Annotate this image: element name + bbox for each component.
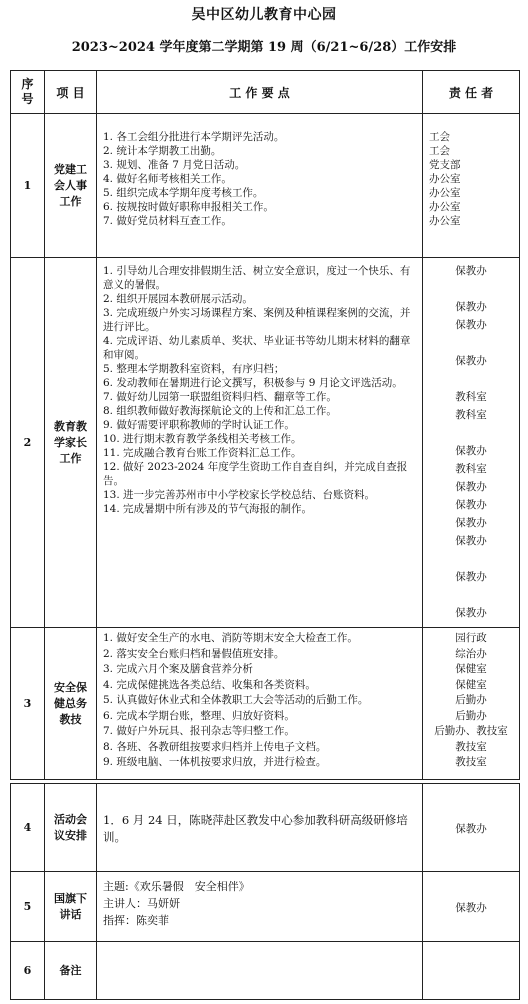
col-header-no: 序号 [11,71,45,114]
section-row-5 [11,872,520,942]
schedule-subtitle: 2023~2024 学年度第二学期第 19 周（6/21~6/28）工作安排 [71,40,457,55]
task-item: 4. 完成评语、幼儿素质单、奖状、毕业证书等幼儿期末材料的翻章和审阅。 [103,335,411,361]
resp-item: 后勤办 [455,694,487,706]
task-item: 7. 做好户外玩具、报刊杂志等归整工作。 [103,725,295,737]
task-item: 指挥：陈奕菲 [103,914,169,927]
section-resp [423,628,520,780]
section-row-2 [11,258,520,628]
task-item: 3. 完成六月个案及膳食营养分析 [103,663,253,675]
task-item: 4. 做好名师考核相关工作。 [103,173,232,185]
task-item: 14. 完成暑期中所有涉及的节气海报的制作。 [103,503,313,515]
resp-item: 办公室 [429,215,461,227]
col-header-tasks: 工 作 要 点 [97,71,423,114]
resp-item: 保教办 [455,445,487,457]
table-header-row [11,71,520,114]
task-item: 2. 组织开展园本教研展示活动。 [103,293,253,305]
resp-item: 综治办 [455,647,487,660]
schedule-table-continued [10,783,520,1000]
task-item: 3. 规划、准备 7 月党日活动。 [103,159,246,171]
section-tasks [97,114,423,258]
resp-item: 教技室 [455,740,487,753]
task-item: 5. 组织完成本学期年度考核工作。 [103,187,264,199]
task-item: 6. 完成本学期台账，整理、归放好资料。 [103,709,295,722]
section-row-4 [11,784,520,872]
resp-item: 后勤办、教技室 [434,725,508,737]
section-resp [423,942,520,1000]
task-item: 5. 整理本学期教科室资料，有序归档； [103,363,285,375]
section-number: 1 [11,114,45,258]
org-title: 吴中区幼儿教育中心园 [191,7,337,23]
resp-item: 教技室 [455,756,487,768]
task-item: 1．6 月 24 日，陈晓萍赴区教发中心参加教科研高级研修培训。 [103,813,408,844]
resp-item: 后勤办 [455,709,487,722]
resp-item: 保教办 [455,319,487,331]
section-row-1 [11,114,520,258]
task-item: 2. 落实安全台账归档和暑假值班安排。 [103,647,285,660]
task-item: 9. 班级电脑、一体机按要求归放，并进行检查。 [103,756,327,768]
task-item: 11. 完成融合教育台账工作资料汇总工作。 [103,447,302,459]
section-item: 党建工会人事工作 [45,114,97,258]
section-item: 活动会议安排 [45,784,97,872]
task-item: 6. 按规按时做好职称申报相关工作。 [103,201,274,213]
resp-item: 工会 [429,131,450,143]
section-resp [423,784,520,872]
resp-item: 办公室 [429,187,461,199]
task-item: 8. 组织教师做好教海探航论文的上传和汇总工作。 [103,405,337,417]
section-row-6 [11,942,520,1000]
resp-item: 保教办 [455,607,487,619]
resp-item: 教科室 [455,409,487,421]
task-item: 10. 进行期末教育教学条线相关考核工作。 [103,433,302,445]
resp-item: 园行政 [455,632,487,644]
resp-item: 保教办 [455,571,487,583]
section-number: 5 [11,872,45,942]
task-item: 主讲人：马妍妍 [103,897,180,910]
section-row-3 [11,628,520,780]
task-item: 9. 做好需要评职称教师的学时认证工作。 [103,419,295,431]
task-item: 1. 各工会组分批进行本学期评先活动。 [103,131,285,143]
task-item: 4. 完成保健挑选各类总结、收集和各类资料。 [103,678,316,691]
section-tasks [97,628,423,780]
section-number: 4 [11,784,45,872]
task-item: 6. 发动教师在暑期进行论文撰写，积极参与 9 月论文评选活动。 [103,377,403,389]
resp-item: 保教办 [455,535,487,547]
task-item: 8. 各班、各教研组按要求归档并上传电子文档。 [103,740,327,753]
resp-item: 办公室 [429,201,461,213]
resp-item: 教科室 [455,463,487,475]
resp-item: 保健室 [455,663,487,675]
section-tasks [97,872,423,942]
resp-item: 保教办 [455,265,487,277]
resp-item: 保教办 [455,355,487,367]
section-tasks [97,942,423,1000]
section-item: 教育教学家长工作 [45,258,97,628]
task-item: 1. 引导幼儿合理安排假期生活、树立安全意识，度过一个快乐、有意义的暑假。 [103,265,411,291]
section-tasks [97,258,423,628]
section-item: 备注 [45,942,97,1000]
resp-item: 保教办 [455,823,487,835]
task-item: 1. 做好安全生产的水电、消防等期末安全大检查工作。 [103,632,358,644]
section-resp [423,114,520,258]
resp-item: 工会 [429,145,450,157]
task-item: 13. 进一步完善苏州市中小学校家长学校总结、台账资料。 [103,489,376,501]
resp-item: 保教办 [455,301,487,313]
resp-item: 党支部 [429,159,461,171]
section-number: 2 [11,258,45,628]
task-item: 主题:《欢乐暑假 安全相伴》 [103,880,250,893]
task-item: 5. 认真做好休业式和全体教职工大会等活动的后勤工作。 [103,694,369,706]
resp-item: 保教办 [455,517,487,529]
task-item: 7. 做好党员材料互查工作。 [103,215,232,227]
section-tasks [97,784,423,872]
col-header-resp: 责 任 者 [423,71,520,114]
section-resp [423,872,520,942]
task-item: 7. 做好幼儿园第一联盟组资料归档、翻章等工作。 [103,391,337,403]
section-number: 3 [11,628,45,780]
resp-item: 教科室 [455,391,487,403]
resp-item: 保教办 [455,902,487,914]
resp-item: 保健室 [455,678,487,691]
resp-item: 保教办 [455,499,487,511]
task-item: 12. 做好 2023-2024 年度学生资助工作自查自纠，并完成自查报告。 [103,461,408,487]
resp-item: 办公室 [429,173,461,185]
col-header-item: 项 目 [45,71,97,114]
section-item: 国旗下讲话 [45,872,97,942]
section-number: 6 [11,942,45,1000]
section-item: 安全保健总务教技 [45,628,97,780]
section-resp [423,258,520,628]
task-item: 2. 统计本学期教工出勤。 [103,145,222,157]
resp-item: 保教办 [455,481,487,493]
schedule-table [10,70,520,780]
task-item: 3. 完成班级户外实习场课程方案、案例及种植课程案例的交流，并进行评比。 [103,307,411,333]
